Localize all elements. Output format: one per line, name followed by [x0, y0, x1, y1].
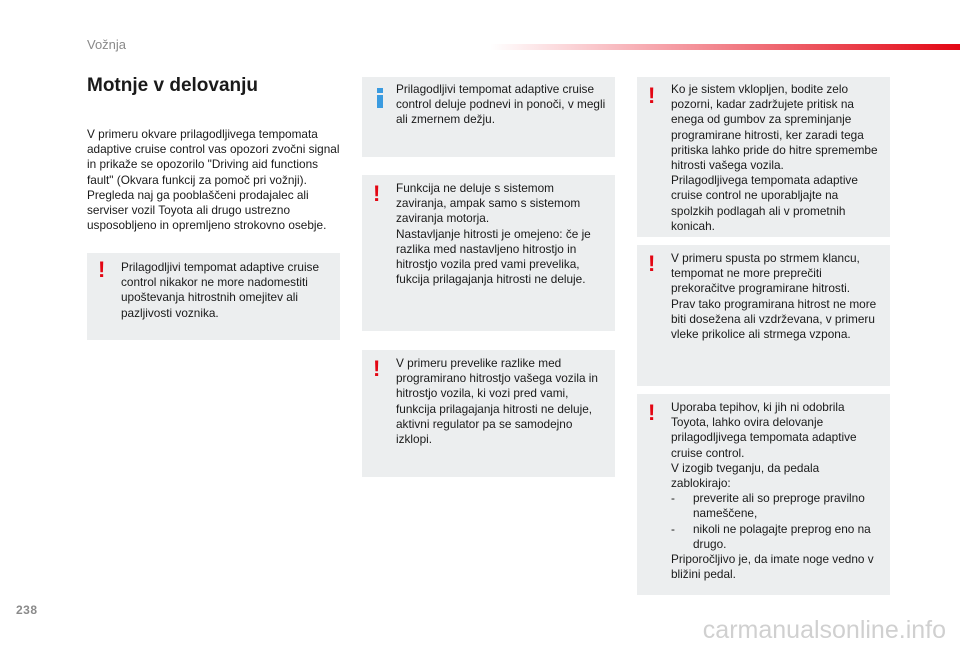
warning-text: V primeru spusta po strmem klancu, tempomat ne more preprečiti prekoračitve programirane hitrosti.	[671, 251, 860, 296]
warning-text: Priporočljivo je, da imate noge vedno v bližini pedal.	[671, 552, 874, 582]
warning-text: Nastavljanje hitrosti je omejeno: če je razlika med nastavljeno hitrostjo in hitrostjo vozila pred vami prevelika, fukcija prilagajanja hitrosti ne deluje.	[396, 226, 591, 287]
intro-text	[87, 127, 347, 233]
intro-paragraph-2: Pregleda naj ga pooblaščeni prodajalec ali serviser vozil Toyota ali drugo ustrezno usposobljeno in opremljeno strokovno osebje.	[87, 187, 327, 233]
warning-text: V izogib tveganju, da pedala zablokirajo:	[671, 460, 820, 491]
warning-icon: !	[373, 356, 381, 381]
warning-box-5	[637, 245, 890, 386]
warning-text: V primeru prevelike razlike med programirano hitrostjo vašega vozila in hitrostjo vozila, ki vozi pred vami, funkcija prilagajanja hitrosti ne deluje, aktivni regulator pa se samodejno izklopi.	[396, 356, 598, 447]
warning-box-4	[637, 77, 890, 237]
warning-icon: !	[648, 83, 656, 108]
watermark: carmanualsonline.info	[702, 616, 946, 644]
warning-icon: !	[648, 251, 656, 276]
section-header: Vožnja	[87, 37, 127, 52]
warning-text: Prilagodljivi tempomat adaptive cruise control nikakor ne more nadomestiti upoštevanja hitrostnih omejitev ali pazljivosti voznika.	[121, 260, 320, 320]
warning-icon: !	[98, 257, 106, 282]
info-text: Prilagodljivi tempomat adaptive cruise control deluje podnevi in ponoči, v megli ali zmernem dežju.	[396, 82, 606, 127]
page-number: 238	[16, 603, 38, 617]
list-item: - nikoli ne polagajte preprog eno na drugo.	[671, 521, 871, 551]
warning-box-2	[362, 175, 615, 331]
info-icon	[373, 86, 387, 108]
warning-text: Prav tako programirana hitrost ne more biti dosežena ali vzdrževana, v primeru vleke prikolice ali strmega vzpona.	[671, 296, 877, 342]
list-item: - preverite ali so preproge pravilno nameščene,	[671, 491, 865, 521]
warning-icon: !	[648, 400, 656, 425]
warning-text: Uporaba tepihov, ki jih ni odobrila Toyota, lahko ovira delovanje prilagodljivega tempomata adaptive cruise control.	[671, 400, 857, 460]
warning-box-3	[362, 350, 615, 477]
page-title: Motnje v delovanju	[87, 75, 259, 96]
warning-text: Ko je sistem vklopljen, bodite zelo pozorni, kadar zadržujete pritisk na enega od gumbov za spreminjanje programirane hitrosti, ker zaradi tega pritiska lahko pride do hitre spremembe hitrosti vašega vozila.	[671, 82, 878, 173]
header-accent-bar	[490, 44, 960, 50]
info-box	[362, 77, 615, 157]
warning-box-1	[87, 253, 340, 340]
warning-text: Funkcija ne deluje s sistemom zaviranja, ampak samo s sistemom zaviranja motorja.	[396, 181, 581, 226]
warning-icon: !	[373, 181, 381, 206]
warning-text: Prilagodljivega tempomata adaptive cruise control ne uporabljajte na spolzkih podlagah ali v prometnih konicah.	[671, 173, 858, 233]
warning-box-6	[637, 394, 890, 595]
intro-paragraph-1: V primeru okvare prilagodljivega tempomata adaptive cruise control vas opozori zvočni signal in prikaže se opozorilo "Driving aid functions fault" (Okvara funkcij za pomoč pri vožnji).	[87, 127, 340, 187]
